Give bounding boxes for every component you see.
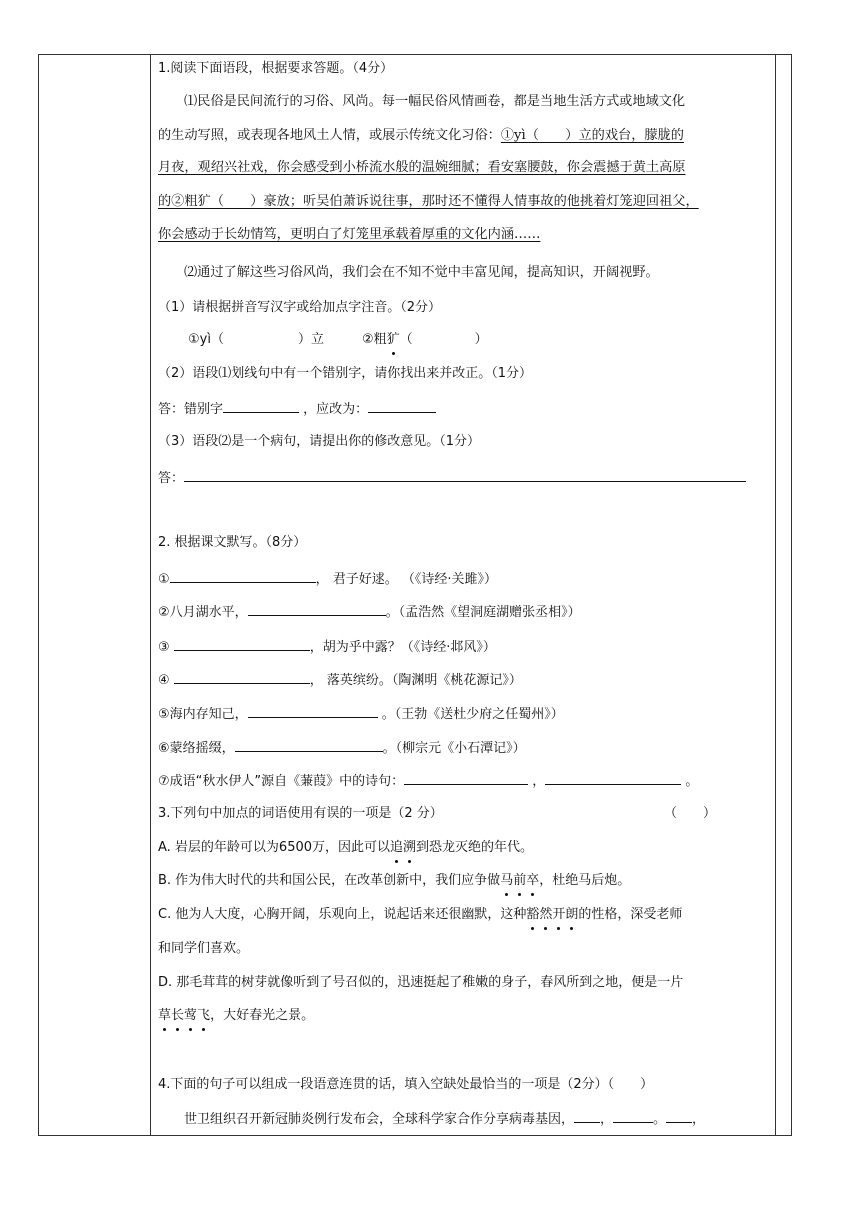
q1-para1-line3: 月夜，观绍兴社戏，你会感受到小桥流水般的温婉细腻；看安塞腰鼓，你会震撼于黄土高原	[158, 160, 686, 175]
q2-item-7: ⑦成语“秋水伊人”源自《蒹葭》中的诗句： ， 。	[158, 770, 698, 792]
typo-blank[interactable]	[223, 398, 299, 413]
q1-sub3: （3）语段⑵是一个病句，请提出你的修改意见。（1分）	[158, 434, 481, 449]
recite-blank[interactable]	[174, 669, 310, 684]
q3-answer-paren[interactable]: （ ）	[664, 806, 717, 821]
recite-blank[interactable]	[248, 703, 378, 718]
q1-para2: ⑵通过了解这些习俗风尚，我们会在不知不觉中丰富见闻，提高知识，开阔视野。	[184, 265, 659, 280]
column-divider-left	[150, 54, 151, 1136]
revision-blank[interactable]	[184, 467, 746, 482]
column-divider-right	[775, 54, 776, 1136]
dotted-char: 犷	[387, 330, 400, 350]
q2-item-2: ②八月湖水平， 。（孟浩然《望洞庭湖赠张丞相》）	[158, 601, 581, 623]
underlined-sentence: ①yì（ ）立的戏台，朦胧的	[500, 128, 684, 143]
q1-para1-line4: 的②粗犷（ ）豪放；听吴伯萧诉说往事，那时还不懂得人情事故的他挑着灯笼迎回祖父，	[158, 194, 699, 209]
dotted-word: 草长莺飞	[158, 1008, 210, 1023]
recite-blank[interactable]	[545, 770, 681, 785]
q1-para1-line2: 的生动写照，或表现各地风土人情，或展示传统文化习俗：①yì（ ）立的戏台，朦胧的	[158, 128, 684, 143]
q3-option-b: B. 作为伟大时代的共和国公民，在改革创新中，我们应争做马前卒，杜绝马后炮。	[158, 871, 630, 891]
recite-blank[interactable]	[404, 770, 528, 785]
q3-option-d: D. 那毛茸茸的树芽就像听到了号召似的，迅速挺起了稚嫩的身子，春风所到之地，便是一片	[158, 975, 684, 990]
recite-blank[interactable]	[174, 636, 310, 651]
q3-heading: 3.下列句中加点的词语使用有误的一项是（2 分）	[158, 806, 443, 821]
q1-para1-line5: 你会感动于长幼情笃，更明白了灯笼里承载着厚重的文化内涵……	[158, 227, 541, 242]
q1-sub2-answer: 答：错别字 ，应改为：	[158, 398, 436, 420]
q3-option-d-line2: 草长莺飞，大好春光之景。	[158, 1006, 314, 1026]
q2-item-4: ④ ， 落英缤纷。（陶渊明《桃花源记》）	[158, 669, 522, 691]
recite-blank[interactable]	[235, 737, 383, 752]
dotted-word: 马前卒	[500, 873, 539, 888]
q2-item-5: ⑤海内存知己， 。（王勃《送杜少府之任蜀州》）	[158, 703, 564, 725]
q1-para1-line1: ⑴民俗是民间流行的习俗、风尚。每一幅民俗风情画卷，都是当地生活方式或地域文化	[184, 94, 686, 109]
q4-heading: 4.下面的句子可以组成一段语意连贯的话，填入空缺处最恰当的一项是（2分）（ ）	[158, 1077, 654, 1092]
dotted-word: 追溯	[390, 840, 416, 855]
recite-blank[interactable]	[248, 601, 386, 616]
q3-option-c-line2: 和同学们喜欢。	[158, 941, 250, 956]
fill-blank[interactable]	[613, 1108, 653, 1123]
q3-option-c: C. 他为人大度，心胸开阔，乐观向上，说起话来还很幽默，这种豁然开朗的性格，深受老师	[158, 905, 682, 925]
q2-item-1: ① ， 君子好逑。 （《诗经·关雎》）	[158, 568, 497, 590]
correction-blank[interactable]	[368, 398, 436, 413]
fill-blank[interactable]	[574, 1108, 600, 1123]
q2-item-6: ⑥蒙络摇缀， 。（柳宗元《小石潭记》）	[158, 737, 526, 759]
q1-sub1: （1）请根据拼音写汉字或给加点字注音。（2分）	[158, 300, 442, 315]
q1-sub2: （2）语段⑴划线句中有一个错别字，请你找出来并改正。（1分）	[158, 366, 533, 381]
q4-text: 世卫组织召开新冠肺炎例行发布会，全球科学家合作分享病毒基因， ， 。 ，	[158, 1108, 705, 1130]
q2-item-3: ③ ，胡为乎中露？（《诗经·邶风》）	[158, 636, 496, 658]
q1-sub3-answer: 答：	[158, 467, 746, 489]
q2-heading: 2. 根据课文默写。（8分）	[158, 535, 307, 550]
recite-blank[interactable]	[170, 568, 316, 583]
dotted-word: 豁然开朗	[526, 907, 578, 922]
q3-option-a: A. 岩层的年龄可以为6500万，因此可以追溯到恐龙灭绝的年代。	[158, 838, 533, 858]
q1-sub1-answers: ①yì（ ）立 ②粗犷（ ）	[158, 330, 488, 350]
fill-blank[interactable]	[666, 1108, 692, 1123]
q1-heading: 1.阅读下面语段，根据要求答题。（4分）	[158, 61, 394, 76]
